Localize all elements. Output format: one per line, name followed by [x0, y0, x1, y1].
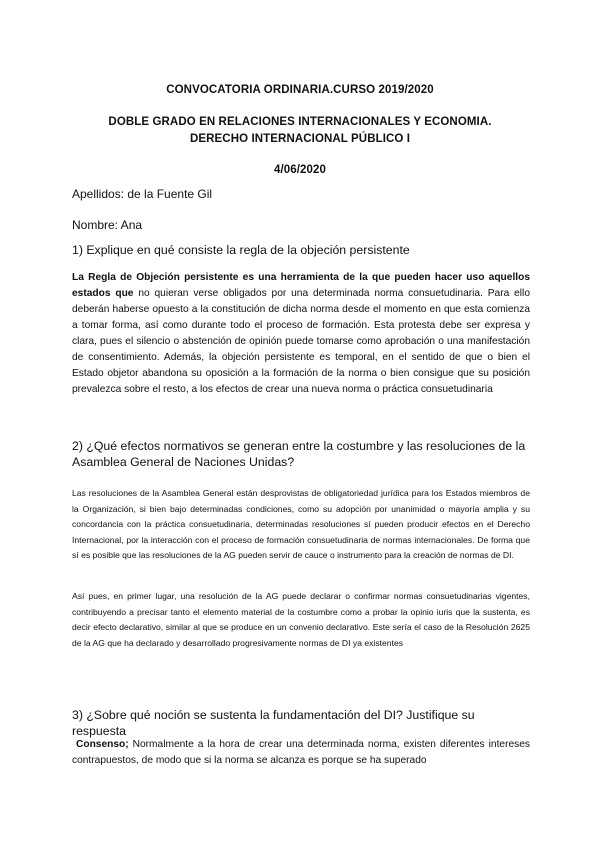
degree-title: DOBLE GRADO EN RELACIONES INTERNACIONALES Y ECONOMIA.	[108, 116, 492, 128]
answer-2-paragraph-1	[72, 486, 530, 564]
name-line: Nombre: Ana	[72, 218, 143, 232]
exam-title: CONVOCATORIA ORDINARIA.CURSO 2019/2020	[166, 84, 434, 96]
question-2: 2) ¿Qué efectos normativos se generan entre la costumbre y las resoluciones de la Asamblea General de Naciones Unidas?	[72, 439, 526, 469]
exam-date: 4/06/2020	[273, 164, 327, 176]
answer-3	[72, 737, 530, 769]
answer-3-body: Normalmente a la hora de crear una determinada norma, existen diferentes intereses contrapuestos, de modo que si la norma se alcanza es porque se ha superado	[72, 739, 530, 766]
question-1: 1) Explique en qué consiste la regla de la objeción persistente	[72, 243, 410, 257]
answer-1-body: no quieran verse obligados por una determinada norma consuetudinaria. Para ello deberán haberse opuesto a la constitución de dicha norma desde el momento en que esta comienza a tomar forma, así como durante todo el proceso de formación. Esta protesta debe ser expresa y clara, pues el silencio o abstención de opinión puede tomarse como aprobación o una manifestación de consentimiento. Además, la objeción persistente es temporal, en el sentido de que o bien el Estado objetor abandona su oposición a la formación de la norma o bien consigue que su posición prevalezca sobre el resto, a los efectos de crear una nueva norma o práctica consuetudinaria	[72, 288, 530, 395]
answer-1-lead: La Regla de Objeción persistente es una herramienta de la que pueden hacer uso aquellos estados que	[72, 272, 530, 299]
answer-1	[72, 270, 530, 398]
question-3: 3) ¿Sobre qué noción se sustenta la fundamentación del DI? Justifique su respuesta	[72, 708, 475, 738]
course-title: DERECHO INTERNACIONAL PÚBLICO I	[189, 133, 411, 145]
answer-3-lead: Consenso;	[76, 739, 129, 750]
answer-2-text-1: Las resoluciones de la Asamblea General están desprovistas de obligatoriedad jurídica para los Estados miembros de la Organización, si bien bajo determinadas condiciones, como su adopción por unanimidad o mayoría amplia y su concordancia con la práctica consuetudinaria, determinadas resoluciones sí pueden producir efectos en el Derecho Internacional, por la interacción con el proceso de formación consuetudinaria de normas internacionales. De forma que sí es posible que las resoluciones de la AG pueden servir de cauce o instrumento para la creación de normas de DI.	[72, 488, 530, 561]
surname-line: Apellidos: de la Fuente Gil	[72, 187, 213, 201]
answer-2-paragraph-2	[72, 589, 530, 651]
answer-2-text-2: Así pues, en primer lugar, una resolución de la AG puede declarar o confirmar normas consuetudinarias vigentes, contribuyendo a precisar tanto el elemento material de la costumbre como a probar la opinio iuris que la sustenta, es decir efecto declarativo, similar al que se produce en un convenio declarativo. Este sería el caso de la Resolución 2625 de la AG que ha declarado y desarrollado progresivamente normas de DI ya existentes	[72, 591, 530, 648]
